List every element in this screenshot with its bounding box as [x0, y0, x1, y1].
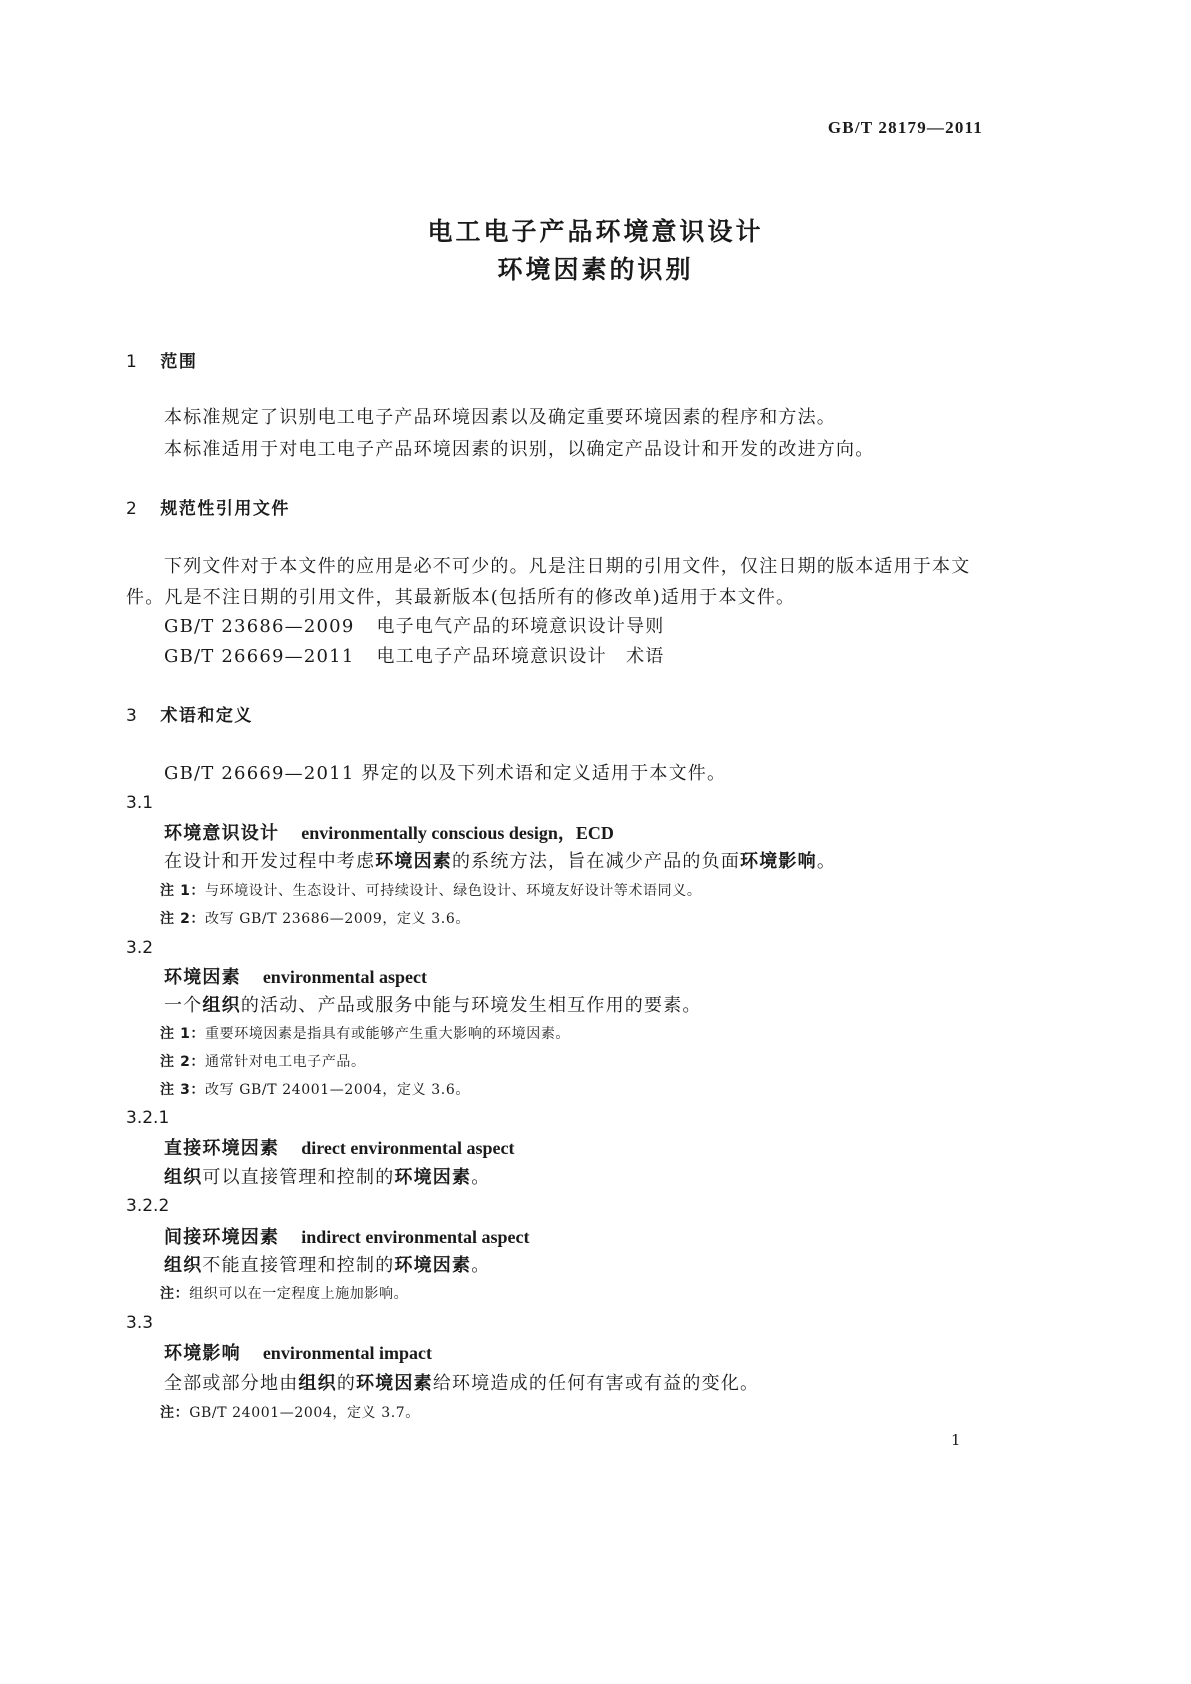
- defined-term-reference: 组织: [164, 1255, 203, 1276]
- term-number: 3.3: [126, 1313, 154, 1333]
- section-2-heading: [126, 498, 290, 520]
- term-definition: [164, 851, 836, 873]
- title-line-2: 环境因素的识别: [497, 255, 694, 284]
- section-number: 1: [126, 352, 139, 372]
- note-label: 注 2：: [160, 1054, 206, 1070]
- section-title: 术语和定义: [160, 706, 253, 726]
- note-label: 注 2：: [160, 911, 206, 927]
- term-note: [160, 1023, 570, 1045]
- note-label: 注：: [160, 1286, 190, 1302]
- term-note: [160, 880, 701, 902]
- defined-term-reference: 环境因素: [394, 1255, 472, 1276]
- definition-text: 的活动、产品或服务中能与环境发生相互作用的要素。: [240, 995, 702, 1016]
- title-line-1: 电工电子产品环境意识设计: [427, 217, 764, 246]
- term-definition: [164, 1373, 759, 1395]
- definition-text: 的: [336, 1373, 357, 1394]
- reference-item: [164, 646, 664, 668]
- term-heading: [164, 1226, 530, 1249]
- term-definition: [164, 995, 702, 1017]
- section-title: 规范性引用文件: [160, 499, 290, 519]
- section-number: 2: [126, 499, 139, 519]
- definition-text: 可以直接管理和控制的: [202, 1167, 395, 1188]
- term-english: environmental impact: [262, 1343, 432, 1363]
- term-number: 3.1: [126, 793, 154, 813]
- note-text: 与环境设计、生态设计、可持续设计、绿色设计、环境友好设计等术语同义。: [205, 883, 702, 899]
- defined-term-reference: 环境影响: [740, 851, 817, 872]
- term-definition: [164, 1255, 490, 1277]
- page-number: 1: [951, 1431, 961, 1449]
- note-label: 注 1：: [160, 1026, 206, 1042]
- term-chinese: 环境意识设计: [164, 823, 280, 844]
- standard-code: GB/T 28179—2011: [827, 118, 983, 137]
- term-heading: [164, 822, 614, 845]
- note-text: GB/T 24001—2004，定义 3.7。: [189, 1405, 420, 1421]
- definition-text: 一个: [164, 995, 203, 1016]
- term-chinese: 环境影响: [164, 1343, 241, 1364]
- note-label: 注 3：: [160, 1082, 206, 1098]
- paragraph: 下列文件对于本文件的应用是必不可少的。凡是注日期的引用文件，仅注日期的版本适用于本文: [164, 556, 971, 577]
- term-english: direct environmental aspect: [301, 1138, 515, 1158]
- defined-term-reference: 环境因素: [356, 1373, 433, 1394]
- term-note: [160, 1051, 366, 1073]
- definition-text: 给环境造成的任何有害或有益的变化。: [432, 1373, 760, 1394]
- term-note: [160, 908, 470, 930]
- defined-term-reference: 组织: [164, 1167, 203, 1188]
- note-text: 改写 GB/T 24001—2004，定义 3.6。: [205, 1082, 470, 1098]
- definition-text: 在设计和开发过程中考虑: [164, 851, 376, 872]
- section-title: 范围: [160, 352, 198, 372]
- term-note: [160, 1402, 420, 1424]
- defined-term-reference: 环境因素: [394, 1167, 472, 1188]
- paragraph: 本标准规定了识别电工电子产品环境因素以及确定重要环境因素的程序和方法。: [164, 407, 836, 428]
- term-number: 3.2: [126, 938, 154, 958]
- term-definition: [164, 1167, 490, 1189]
- term-note: [160, 1283, 408, 1305]
- definition-text: 。: [816, 851, 837, 872]
- paragraph: GB/T 26669—2011 界定的以及下列术语和定义适用于本文件。: [164, 763, 727, 784]
- term-number: 3.2.1: [126, 1108, 170, 1128]
- term-chinese: 直接环境因素: [164, 1138, 280, 1159]
- term-heading: [164, 1137, 515, 1160]
- definition-text: 全部或部分地由: [164, 1373, 299, 1394]
- term-heading: [164, 966, 427, 989]
- section-1-heading: [126, 351, 197, 373]
- term-chinese: 间接环境因素: [164, 1227, 280, 1248]
- section-3-heading: [126, 705, 253, 727]
- note-text: 组织可以在一定程度上施加影响。: [189, 1286, 409, 1302]
- defined-term-reference: 环境因素: [375, 851, 453, 872]
- term-note: [160, 1079, 470, 1101]
- definition-text: 不能直接管理和控制的: [202, 1255, 395, 1276]
- defined-term-reference: 组织: [202, 995, 241, 1016]
- term-english: indirect environmental aspect: [301, 1227, 530, 1247]
- paragraph: 本标准适用于对电工电子产品环境因素的识别，以确定产品设计和开发的改进方向。: [164, 439, 875, 460]
- term-english: environmentally conscious design，ECD: [301, 823, 614, 843]
- note-text: 重要环境因素是指具有或能够产生重大影响的环境因素。: [205, 1026, 571, 1042]
- note-text: 改写 GB/T 23686—2009，定义 3.6。: [205, 911, 470, 927]
- reference-item: [164, 616, 664, 638]
- definition-text: 的系统方法，旨在减少产品的负面: [452, 851, 741, 872]
- paragraph: 件。凡是不注日期的引用文件，其最新版本(包括所有的修改单)适用于本文件。: [126, 587, 796, 608]
- reference-code: GB/T 23686—2009: [164, 616, 355, 637]
- reference-title: 电工电子产品环境意识设计 术语: [376, 646, 665, 667]
- definition-text: 。: [471, 1255, 491, 1276]
- definition-text: 。: [471, 1167, 491, 1188]
- term-chinese: 环境因素: [164, 967, 241, 988]
- reference-code: GB/T 26669—2011: [164, 646, 355, 667]
- term-number: 3.2.2: [126, 1196, 170, 1216]
- defined-term-reference: 组织: [298, 1373, 337, 1394]
- reference-title: 电子电气产品的环境意识设计导则: [376, 616, 665, 637]
- note-text: 通常针对电工电子产品。: [205, 1054, 366, 1070]
- term-english: environmental aspect: [262, 967, 427, 987]
- section-number: 3: [126, 706, 139, 726]
- note-label: 注：: [160, 1405, 190, 1421]
- term-heading: [164, 1342, 432, 1365]
- note-label: 注 1：: [160, 883, 206, 899]
